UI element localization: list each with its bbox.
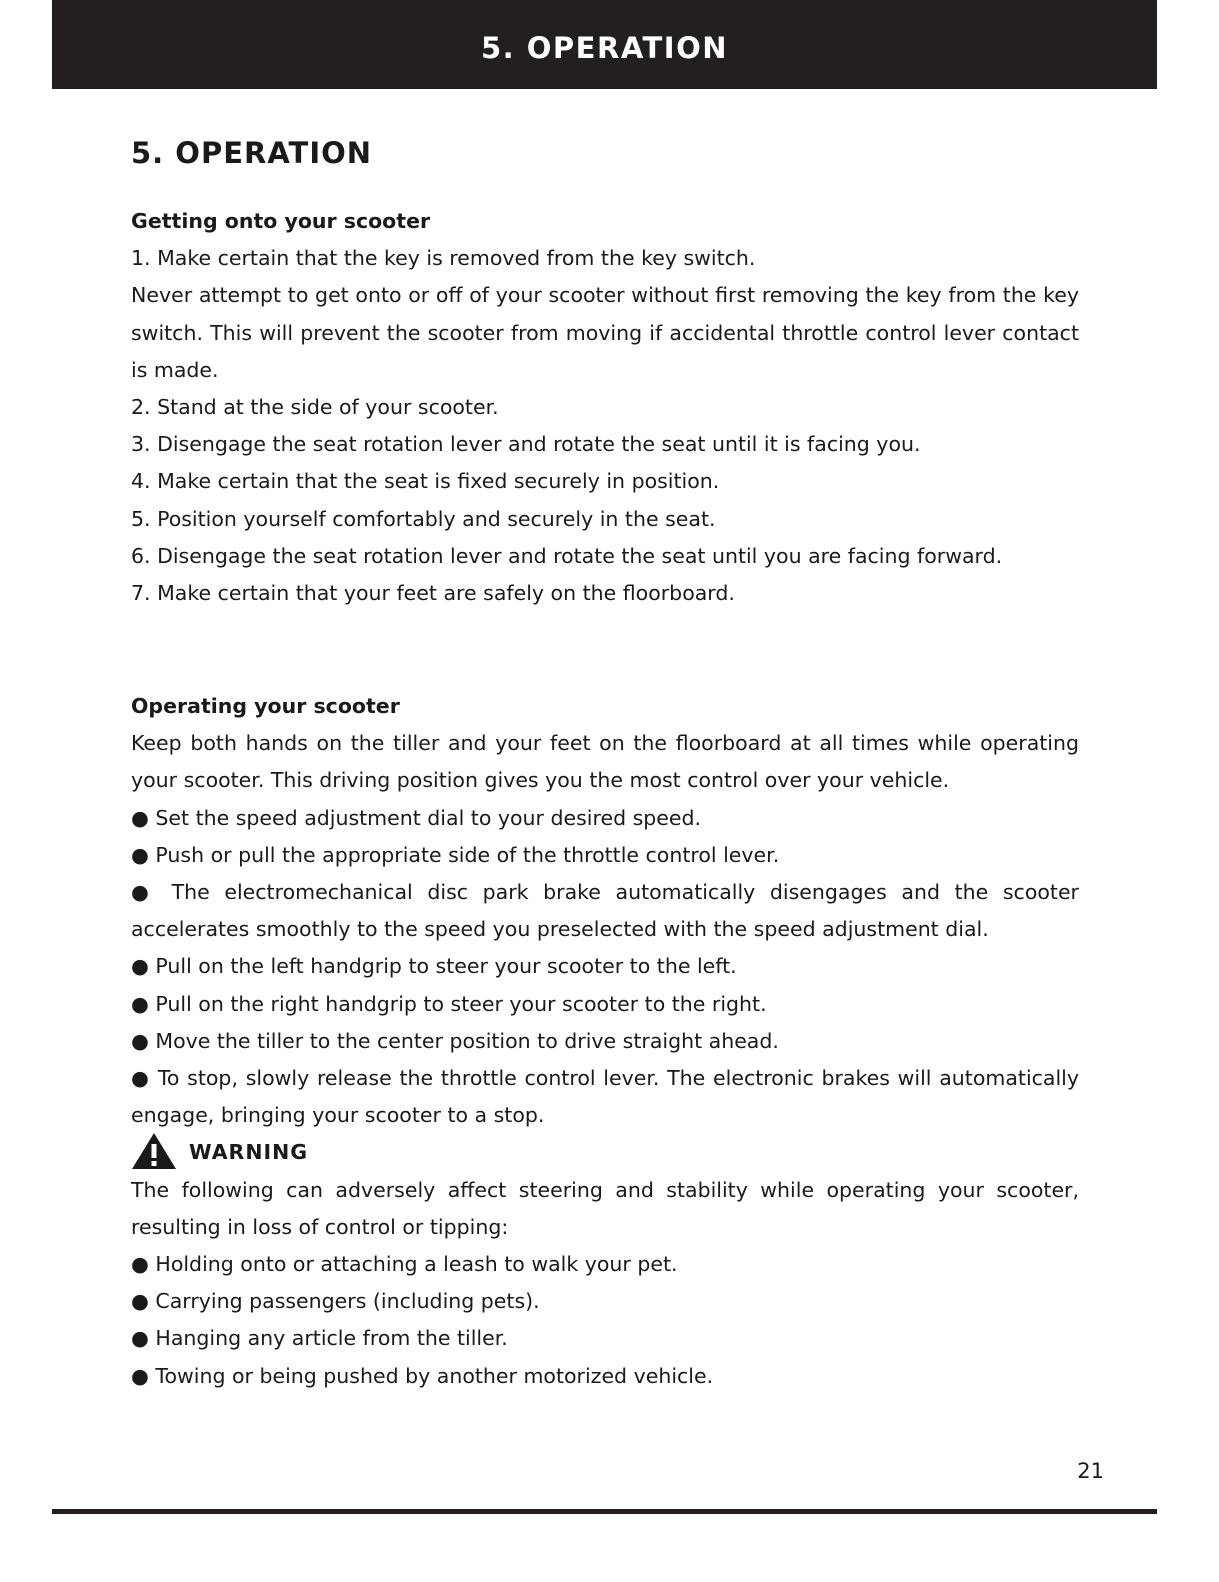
operating-bullet: ● Pull on the left handgrip to steer your scooter to the left. xyxy=(131,954,737,979)
warning-bullet: ● Hanging any article from the tiller. xyxy=(131,1326,508,1351)
warning-triangle-icon xyxy=(131,1132,177,1170)
warning-bullet: ● Towing or being pushed by another motorized vehicle. xyxy=(131,1363,714,1388)
warning-label: WARNING xyxy=(189,1140,309,1165)
operating-bullet: ● Push or pull the appropriate side of the throttle control lever. xyxy=(131,842,780,867)
operating-bullet: ● Move the tiller to the center position to drive straight ahead. xyxy=(131,1028,779,1053)
operating-bullet: ● The electromechanical disc park brake automatically disengages and the scooter accelerates smoothly to the speed you preselected with the speed adjustment dial. xyxy=(131,880,1079,942)
header-title: 5. OPERATION xyxy=(480,30,729,65)
footer-rule xyxy=(52,1509,1157,1514)
operating-intro: Keep both hands on the tiller and your feet on the floorboard at all times while operating your scooter. This driving position gives you the most control over your vehicle. xyxy=(131,731,1079,793)
getting-onto-step-3: 3. Disengage the seat rotation lever and rotate the seat until it is facing you. xyxy=(131,432,921,457)
getting-onto-step-5: 5. Position yourself comfortably and securely in the seat. xyxy=(131,506,716,531)
operating-bullet: ● Set the speed adjustment dial to your desired speed. xyxy=(131,805,702,830)
operating-heading: Operating your scooter xyxy=(131,694,400,718)
getting-onto-step-6: 6. Disengage the seat rotation lever and rotate the seat until you are facing forward. xyxy=(131,543,1003,568)
warning-text: The following can adversely affect steering and stability while operating your scooter, resulting in loss of control or tipping: xyxy=(131,1177,1079,1239)
section-title: 5. OPERATION xyxy=(131,136,373,170)
page-number: 21 xyxy=(1077,1459,1104,1483)
header-bar xyxy=(52,0,1157,89)
getting-onto-section xyxy=(131,203,1079,612)
operating-bullet: ● Pull on the right handgrip to steer your scooter to the right. xyxy=(131,991,767,1016)
getting-onto-step-1: 1. Make certain that the key is removed from the key switch. xyxy=(131,246,756,271)
getting-onto-step-7: 7. Make certain that your feet are safely on the floorboard. xyxy=(131,581,735,606)
warning-header xyxy=(131,1134,1079,1171)
operating-bullet: ● To stop, slowly release the throttle control lever. The electronic brakes will automatically engage, bringing your scooter to a stop. xyxy=(131,1066,1079,1128)
operating-section xyxy=(131,688,1079,1395)
getting-onto-note: Never attempt to get onto or off of your scooter without first removing the key from the key switch. This will prevent the scooter from moving if accidental throttle control lever contact is made. xyxy=(131,283,1079,382)
getting-onto-step-4: 4. Make certain that the seat is fixed securely in position. xyxy=(131,469,720,494)
getting-onto-heading: Getting onto your scooter xyxy=(131,209,431,233)
warning-bullet: ● Holding onto or attaching a leash to walk your pet. xyxy=(131,1252,678,1277)
warning-bullet: ● Carrying passengers (including pets). xyxy=(131,1289,540,1314)
getting-onto-step-2: 2. Stand at the side of your scooter. xyxy=(131,395,499,420)
